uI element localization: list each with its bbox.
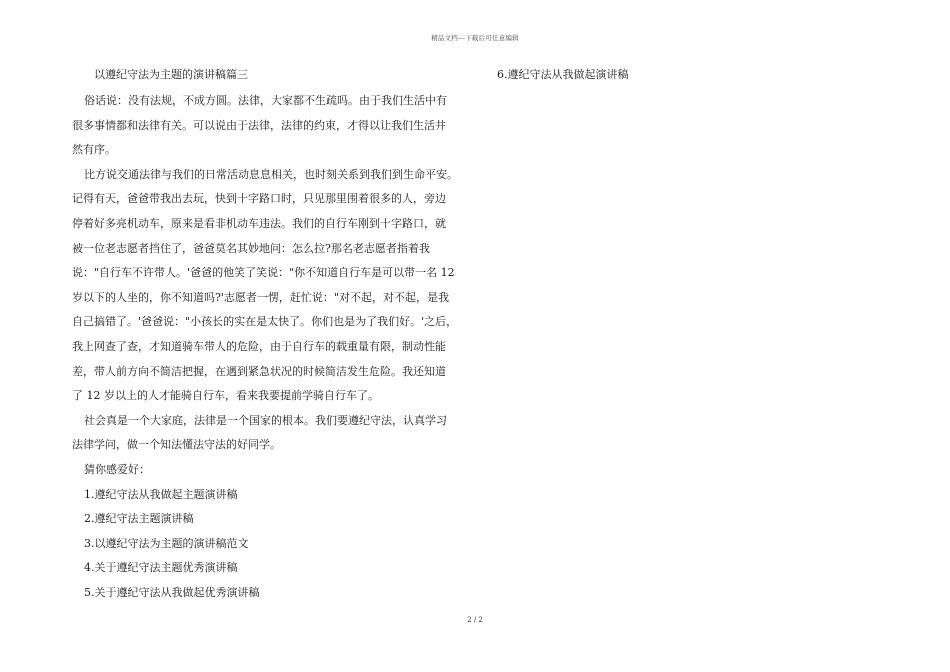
- paragraph-line: 比方说交通法律与我们的日常活动息息相关，也时刻关系到我们到生命平安。: [84, 167, 458, 181]
- paragraph-line: 然有序。: [72, 143, 116, 157]
- paragraph-line: 了 12 岁以上的人才能骑自行车，看来我要提前学骑自行车了。: [72, 389, 379, 403]
- related-link[interactable]: 1.遵纪守法从我做起主题演讲稿: [84, 487, 238, 501]
- related-link[interactable]: 3.以遵纪守法为主题的演讲稿范文: [84, 536, 249, 550]
- paragraph-line: 被一位老志愿者挡住了，爸爸莫名其妙地问：怎么拉?那名老志愿者指着我: [72, 241, 430, 255]
- paragraph-line: 自己搞错了。'爸爸说："小孩长的实在是太快了。你们也是为了我们好。'之后，: [72, 315, 458, 329]
- paragraph-line: 很多事情都和法律有关。可以说由于法律，法律的约束，才得以让我们生活井: [72, 118, 446, 132]
- right-column: [497, 66, 877, 83]
- left-column: [72, 66, 472, 605]
- document-title: 以遵纪守法为主题的演讲稿篇三: [94, 68, 248, 81]
- page-header: 精品文档---下载后可任意编辑: [431, 34, 519, 42]
- related-link[interactable]: 4.关于遵纪守法主题优秀演讲稿: [84, 561, 238, 575]
- paragraph-line: 停着好多亮机动车，原来是看非机动车违法。我们的自行车刚到十字路口，就: [72, 216, 446, 230]
- paragraph-line: 社会真是一个大家庭，法律是一个国家的根本。我们要遵纪守法，认真学习: [84, 413, 447, 427]
- related-link[interactable]: 2.遵纪守法主题演讲稿: [84, 512, 194, 526]
- paragraph-line: 差，带人前方向不简洁把握，在遇到紧急状况的时候简洁发生危险。我还知道: [72, 364, 446, 378]
- paragraph-line: 法律学问，做一个知法懂法守法的好同学。: [72, 438, 281, 452]
- paragraph-line: 说："自行车不许带人。'爸爸的他笑了笑说："你不知道自行车是可以带一名 12: [72, 266, 455, 280]
- paragraph-line: 记得有天，爸爸带我出去玩，快到十字路口时，只见那里围着很多的人，旁边: [72, 192, 446, 206]
- related-heading: 猜你感爱好：: [84, 462, 150, 476]
- paragraph-line: 俗话说：没有法规，不成方圆。法律，大家都不生疏吗。由于我们生活中有: [84, 94, 447, 107]
- related-link[interactable]: 5.关于遵纪守法从我做起优秀演讲稿: [84, 585, 260, 599]
- page-number: 2 / 2: [467, 616, 483, 624]
- paragraph-line: 岁以下的人坐的，你不知道吗?'志愿者一愣，赶忙说："对不起，对不起，是我: [72, 290, 449, 304]
- related-link[interactable]: 6.遵纪守法从我做起演讲稿: [497, 68, 629, 81]
- paragraph-line: 我上网查了查，才知道骑车带人的危险，由于自行车的载重量有限，制动性能: [72, 339, 446, 353]
